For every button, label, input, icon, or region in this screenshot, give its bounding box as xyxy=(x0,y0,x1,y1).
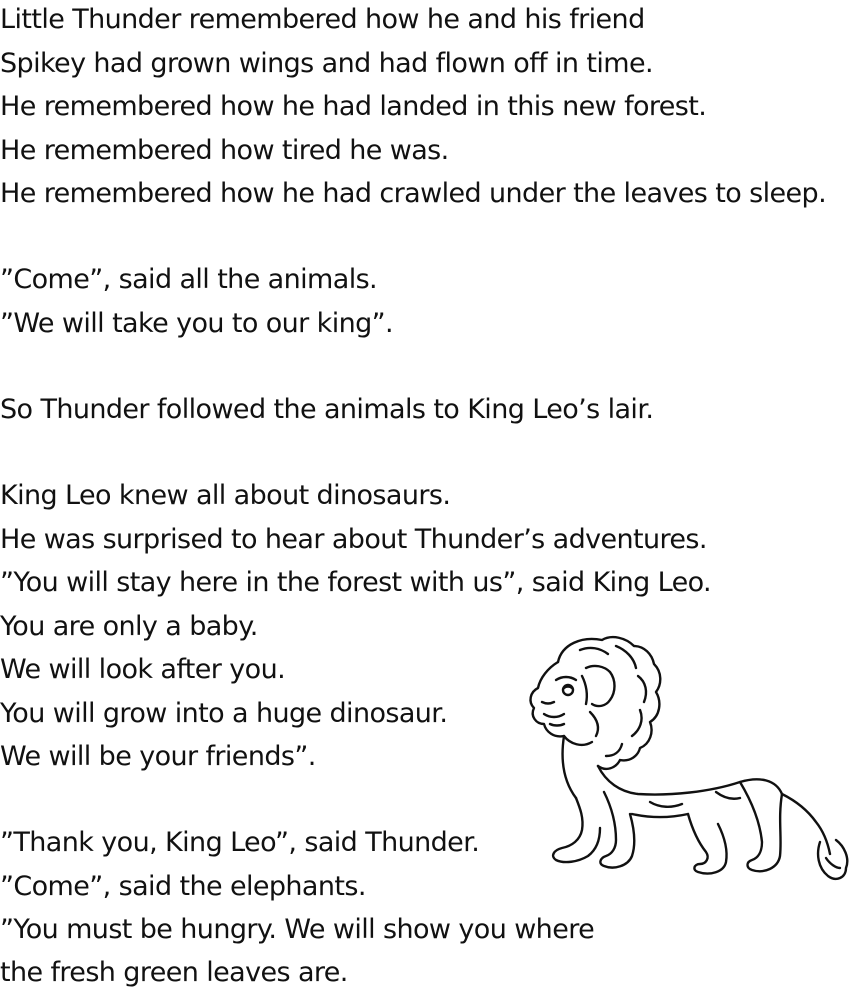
story-line: We will be your friends”. xyxy=(0,741,316,772)
lion-illustration xyxy=(520,632,850,892)
lion-body xyxy=(598,766,782,795)
story-line: ”Come”, said all the animals. xyxy=(0,264,378,295)
story-line: He was surprised to hear about Thunder’s adventures. xyxy=(0,524,707,555)
story-line: ”You will stay here in the forest with us”, said King Leo. xyxy=(0,567,712,598)
story-line: You are only a baby. xyxy=(0,611,258,642)
story-line: King Leo knew all about dinosaurs. xyxy=(0,480,451,511)
story-line: We will look after you. xyxy=(0,654,286,685)
story-line: ”We will take you to our king”. xyxy=(0,308,394,339)
story-line: He remembered how tired he was. xyxy=(0,135,449,166)
story-line: He remembered how he had crawled under the leaves to sleep. xyxy=(0,178,827,209)
lion-face xyxy=(531,662,592,745)
lion-tail xyxy=(782,794,830,854)
story-line: the fresh green leaves are. xyxy=(0,957,348,988)
story-line: Spikey had grown wings and had flown off in time. xyxy=(0,48,653,79)
story-line: Little Thunder remembered how he and his friend xyxy=(0,4,645,35)
lion-mane xyxy=(558,637,660,769)
story-line: He remembered how he had landed in this new forest. xyxy=(0,91,707,122)
story-line: ”Thank you, King Leo”, said Thunder. xyxy=(0,827,480,858)
story-line: ”Come”, said the elephants. xyxy=(0,871,366,902)
story-line: ”You must be hungry. We will show you where xyxy=(0,914,595,945)
story-line: So Thunder followed the animals to King Leo’s lair. xyxy=(0,394,654,425)
story-line: You will grow into a huge dinosaur. xyxy=(0,698,448,729)
